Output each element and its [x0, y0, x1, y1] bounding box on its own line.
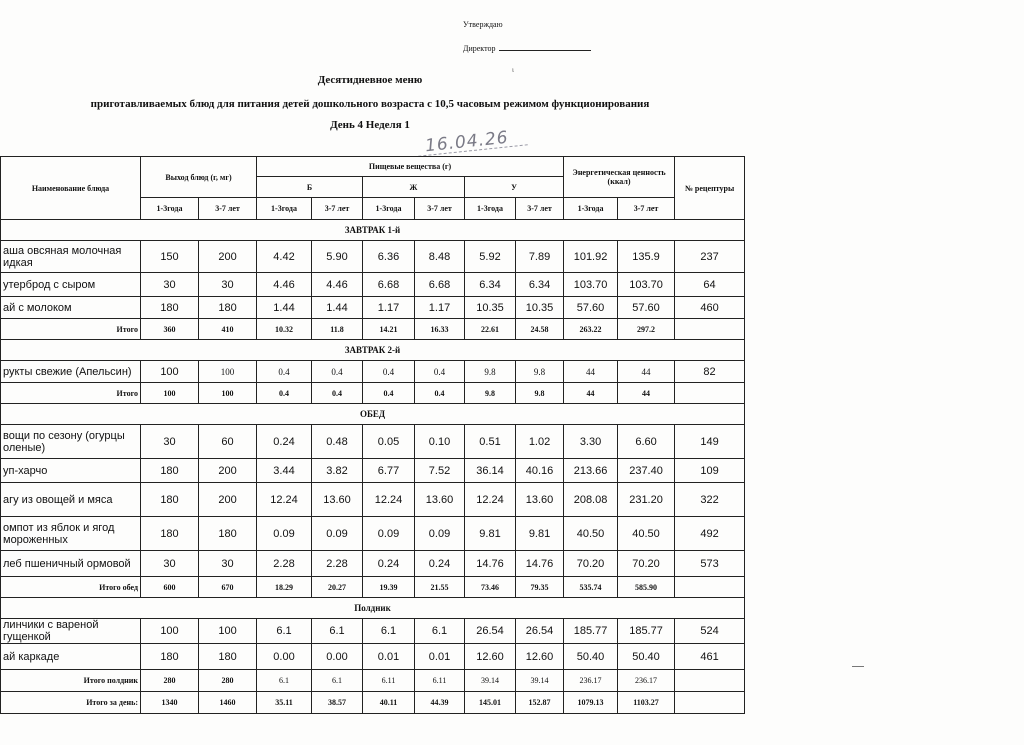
cell-value: 50.40	[618, 644, 675, 670]
cell-value: 6.77	[363, 459, 415, 483]
cell-value: 1.17	[363, 297, 415, 319]
col-header-age-1-3: 1-3года	[363, 198, 415, 220]
table-row	[1, 551, 745, 577]
cell-value: 9.8	[516, 361, 564, 383]
cell-value: 12.24	[465, 483, 516, 517]
col-header-energy: Энергетическая ценность (ккал)	[564, 157, 675, 198]
section-title: ЗАВТРАК 2-й	[1, 340, 745, 361]
cell-value: 180	[199, 644, 257, 670]
table-row	[1, 517, 745, 551]
cell-value: 1.44	[257, 297, 312, 319]
table-row	[1, 425, 745, 459]
total-value: 236.17	[564, 670, 618, 692]
cell-value: 0.24	[363, 551, 415, 577]
cell-value: 0.01	[363, 644, 415, 670]
total-value: 19.39	[363, 577, 415, 598]
cell-value: 100	[199, 361, 257, 383]
total-value: 39.14	[516, 670, 564, 692]
cell-value: 26.54	[516, 619, 564, 644]
cell-value: 6.68	[415, 273, 465, 297]
col-header-age-3-7: 3-7 лет	[312, 198, 363, 220]
empty-cell	[675, 383, 745, 404]
day-total-value: 145.01	[465, 692, 516, 714]
col-header-u: У	[465, 177, 564, 198]
cell-value: 0.00	[312, 644, 363, 670]
cell-value: 180	[141, 459, 199, 483]
col-header-age-3-7: 3-7 лет	[199, 198, 257, 220]
total-value: 360	[141, 319, 199, 340]
cell-value: 237.40	[618, 459, 675, 483]
total-value: 44	[564, 383, 618, 404]
cell-value: 200	[199, 459, 257, 483]
total-value: 535.74	[564, 577, 618, 598]
col-header-b: Б	[257, 177, 363, 198]
cell-value: 2.28	[257, 551, 312, 577]
cell-value: 0.24	[415, 551, 465, 577]
cell-value: 12.24	[363, 483, 415, 517]
cell-value: 9.8	[465, 361, 516, 383]
dish-name: утерброд с сыром	[1, 273, 141, 297]
day-total-value: 38.57	[312, 692, 363, 714]
section-title: ЗАВТРАК 1-й	[1, 220, 745, 241]
cell-value: 185.77	[564, 619, 618, 644]
total-value: 280	[141, 670, 199, 692]
total-row	[1, 577, 745, 598]
total-value: 79.35	[516, 577, 564, 598]
col-header-output: Выход блюд (г, мг)	[141, 157, 257, 198]
cell-value: 9.81	[516, 517, 564, 551]
cell-value: 0.09	[312, 517, 363, 551]
cell-value: 0.51	[465, 425, 516, 459]
total-value: 100	[199, 383, 257, 404]
total-label: Итого	[1, 383, 141, 404]
cell-value: 40.50	[618, 517, 675, 551]
approve-label: Утверждаю	[463, 20, 503, 29]
cell-value: 208.08	[564, 483, 618, 517]
total-value: 18.29	[257, 577, 312, 598]
total-value: 39.14	[465, 670, 516, 692]
cell-value: 180	[141, 297, 199, 319]
dish-name: уп-харчо	[1, 459, 141, 483]
col-header-recipe: № рецептуры	[675, 157, 745, 220]
cell-value: 0.09	[257, 517, 312, 551]
day-total-row	[1, 692, 745, 714]
cell-value: 6.68	[363, 273, 415, 297]
cell-value: 7.89	[516, 241, 564, 273]
cell-value: 7.52	[415, 459, 465, 483]
dish-name: агу из овощей и мяса	[1, 483, 141, 517]
cell-value: 150	[141, 241, 199, 273]
director-label: Директор	[463, 44, 496, 53]
dish-name: ай с молоком	[1, 297, 141, 319]
day-total-value: 40.11	[363, 692, 415, 714]
empty-cell	[675, 670, 745, 692]
cell-value: 13.60	[516, 483, 564, 517]
recipe-number: 237	[675, 241, 745, 273]
total-value: 6.11	[363, 670, 415, 692]
total-value: 9.8	[516, 383, 564, 404]
cell-value: 4.42	[257, 241, 312, 273]
total-value: 10.32	[257, 319, 312, 340]
cell-value: 6.60	[618, 425, 675, 459]
table-row	[1, 459, 745, 483]
cell-value: 57.60	[618, 297, 675, 319]
total-value: 280	[199, 670, 257, 692]
cell-value: 0.05	[363, 425, 415, 459]
cell-value: 200	[199, 241, 257, 273]
handwritten-date: 16.04.26	[424, 127, 510, 157]
dish-name: ай каркаде	[1, 644, 141, 670]
total-value: 16.33	[415, 319, 465, 340]
cell-value: 6.34	[465, 273, 516, 297]
scan-mark-line	[852, 666, 864, 667]
cell-value: 180	[141, 483, 199, 517]
cell-value: 6.1	[415, 619, 465, 644]
empty-cell	[675, 577, 745, 598]
dish-name: леб пшеничный ормовой	[1, 551, 141, 577]
total-value: 100	[141, 383, 199, 404]
cell-value: 213.66	[564, 459, 618, 483]
col-header-age-1-3: 1-3года	[141, 198, 199, 220]
cell-value: 40.16	[516, 459, 564, 483]
day-total-label: Итого за день:	[1, 692, 141, 714]
cell-value: 6.34	[516, 273, 564, 297]
day-total-value: 1460	[199, 692, 257, 714]
cell-value: 13.60	[415, 483, 465, 517]
total-value: 0.4	[415, 383, 465, 404]
day-total-value: 35.11	[257, 692, 312, 714]
cell-value: 70.20	[618, 551, 675, 577]
dish-name: омпот из яблок и ягод мороженных	[1, 517, 141, 551]
total-value: 0.4	[312, 383, 363, 404]
day-total-value: 1103.27	[618, 692, 675, 714]
dish-name: вощи по сезону (огурцы оленые)	[1, 425, 141, 459]
cell-value: 180	[199, 517, 257, 551]
section-title: Полдник	[1, 598, 745, 619]
cell-value: 0.00	[257, 644, 312, 670]
cell-value: 12.60	[516, 644, 564, 670]
total-value: 297.2	[618, 319, 675, 340]
cell-value: 4.46	[312, 273, 363, 297]
cell-value: 50.40	[564, 644, 618, 670]
cell-value: 5.90	[312, 241, 363, 273]
day-total-value: 152.87	[516, 692, 564, 714]
dish-name: аша овсяная молочная идкая	[1, 241, 141, 273]
cell-value: 1.17	[415, 297, 465, 319]
total-value: 263.22	[564, 319, 618, 340]
total-value: 585.90	[618, 577, 675, 598]
total-value: 6.1	[312, 670, 363, 692]
total-row	[1, 383, 745, 404]
total-label: Итого полдник	[1, 670, 141, 692]
total-value: 22.61	[465, 319, 516, 340]
recipe-number: 82	[675, 361, 745, 383]
table-row	[1, 361, 745, 383]
recipe-number: 64	[675, 273, 745, 297]
recipe-number: 524	[675, 619, 745, 644]
cell-value: 9.81	[465, 517, 516, 551]
cell-value: 6.1	[257, 619, 312, 644]
recipe-number: 492	[675, 517, 745, 551]
menu-day: День 4 Неделя 1	[330, 119, 410, 131]
total-value: 11.8	[312, 319, 363, 340]
dish-name: линчики с вареной гущенкой	[1, 619, 141, 644]
col-header-zh: Ж	[363, 177, 465, 198]
cell-value: 6.1	[312, 619, 363, 644]
col-header-age-1-3: 1-3года	[564, 198, 618, 220]
total-value: 6.1	[257, 670, 312, 692]
col-header-age-1-3: 1-3года	[257, 198, 312, 220]
cell-value: 44	[564, 361, 618, 383]
cell-value: 14.76	[516, 551, 564, 577]
cell-value: 0.01	[415, 644, 465, 670]
cell-value: 100	[141, 619, 199, 644]
cell-value: 100	[199, 619, 257, 644]
total-value: 73.46	[465, 577, 516, 598]
total-value: 20.27	[312, 577, 363, 598]
menu-table	[0, 156, 745, 714]
cell-value: 13.60	[312, 483, 363, 517]
cell-value: 135.9	[618, 241, 675, 273]
table-row	[1, 619, 745, 644]
cell-value: 8.48	[415, 241, 465, 273]
cell-value: 3.82	[312, 459, 363, 483]
cell-value: 101.92	[564, 241, 618, 273]
cell-value: 26.54	[465, 619, 516, 644]
recipe-number: 461	[675, 644, 745, 670]
cell-value: 200	[199, 483, 257, 517]
col-header-name: Наименование блюда	[1, 157, 141, 220]
cell-value: 1.02	[516, 425, 564, 459]
total-value: 21.55	[415, 577, 465, 598]
cell-value: 4.46	[257, 273, 312, 297]
recipe-number: 573	[675, 551, 745, 577]
cell-value: 1.44	[312, 297, 363, 319]
cell-value: 0.09	[415, 517, 465, 551]
table-row	[1, 644, 745, 670]
cell-value: 30	[199, 551, 257, 577]
total-value: 9.8	[465, 383, 516, 404]
cell-value: 180	[141, 644, 199, 670]
total-row	[1, 319, 745, 340]
cell-value: 103.70	[618, 273, 675, 297]
cell-value: 36.14	[465, 459, 516, 483]
day-total-value: 44.39	[415, 692, 465, 714]
cell-value: 30	[199, 273, 257, 297]
cell-value: 40.50	[564, 517, 618, 551]
cell-value: 0.24	[257, 425, 312, 459]
cell-value: 0.4	[363, 361, 415, 383]
cell-value: 12.24	[257, 483, 312, 517]
menu-subtitle: приготавливаемых блюд для питания детей дошкольного возраста с 10,5 часовым режимом функционирования	[90, 98, 650, 110]
total-value: 0.4	[257, 383, 312, 404]
cell-value: 44	[618, 361, 675, 383]
table-row	[1, 241, 745, 273]
dish-name: рукты свежие (Апельсин)	[1, 361, 141, 383]
signature-line	[499, 42, 591, 51]
table-row	[1, 273, 745, 297]
col-header-age-3-7: 3-7 лет	[618, 198, 675, 220]
col-header-nutrients: Пищевые вещества (г)	[257, 157, 564, 177]
cell-value: 0.48	[312, 425, 363, 459]
day-total-value: 1079.13	[564, 692, 618, 714]
recipe-number: 460	[675, 297, 745, 319]
cell-value: 60	[199, 425, 257, 459]
day-total-value: 1340	[141, 692, 199, 714]
cell-value: 0.4	[415, 361, 465, 383]
total-value: 24.58	[516, 319, 564, 340]
cell-value: 0.09	[363, 517, 415, 551]
cell-value: 103.70	[564, 273, 618, 297]
cell-value: 180	[199, 297, 257, 319]
cell-value: 6.36	[363, 241, 415, 273]
total-label: Итого	[1, 319, 141, 340]
cell-value: 57.60	[564, 297, 618, 319]
total-value: 6.11	[415, 670, 465, 692]
empty-cell	[675, 319, 745, 340]
cell-value: 30	[141, 273, 199, 297]
cell-value: 3.30	[564, 425, 618, 459]
total-value: 14.21	[363, 319, 415, 340]
scan-mark: ι	[512, 66, 514, 74]
cell-value: 231.20	[618, 483, 675, 517]
cell-value: 3.44	[257, 459, 312, 483]
section-title: ОБЕД	[1, 404, 745, 425]
cell-value: 12.60	[465, 644, 516, 670]
menu-title: Десятидневное меню	[317, 74, 423, 86]
col-header-age-3-7: 3-7 лет	[516, 198, 564, 220]
cell-value: 0.4	[257, 361, 312, 383]
table-row	[1, 483, 745, 517]
total-value: 236.17	[618, 670, 675, 692]
total-label: Итого обед	[1, 577, 141, 598]
col-header-age-1-3: 1-3года	[465, 198, 516, 220]
director-signature-line	[463, 42, 591, 53]
cell-value: 14.76	[465, 551, 516, 577]
cell-value: 185.77	[618, 619, 675, 644]
cell-value: 0.10	[415, 425, 465, 459]
cell-value: 100	[141, 361, 199, 383]
recipe-number: 109	[675, 459, 745, 483]
total-value: 0.4	[363, 383, 415, 404]
total-value: 670	[199, 577, 257, 598]
cell-value: 30	[141, 551, 199, 577]
total-value: 410	[199, 319, 257, 340]
total-row	[1, 670, 745, 692]
cell-value: 30	[141, 425, 199, 459]
cell-value: 10.35	[465, 297, 516, 319]
col-header-age-3-7: 3-7 лет	[415, 198, 465, 220]
total-value: 600	[141, 577, 199, 598]
cell-value: 6.1	[363, 619, 415, 644]
recipe-number: 149	[675, 425, 745, 459]
cell-value: 70.20	[564, 551, 618, 577]
table-row	[1, 297, 745, 319]
cell-value: 180	[141, 517, 199, 551]
recipe-number: 322	[675, 483, 745, 517]
empty-cell	[675, 692, 745, 714]
cell-value: 2.28	[312, 551, 363, 577]
cell-value: 0.4	[312, 361, 363, 383]
cell-value: 5.92	[465, 241, 516, 273]
cell-value: 10.35	[516, 297, 564, 319]
total-value: 44	[618, 383, 675, 404]
